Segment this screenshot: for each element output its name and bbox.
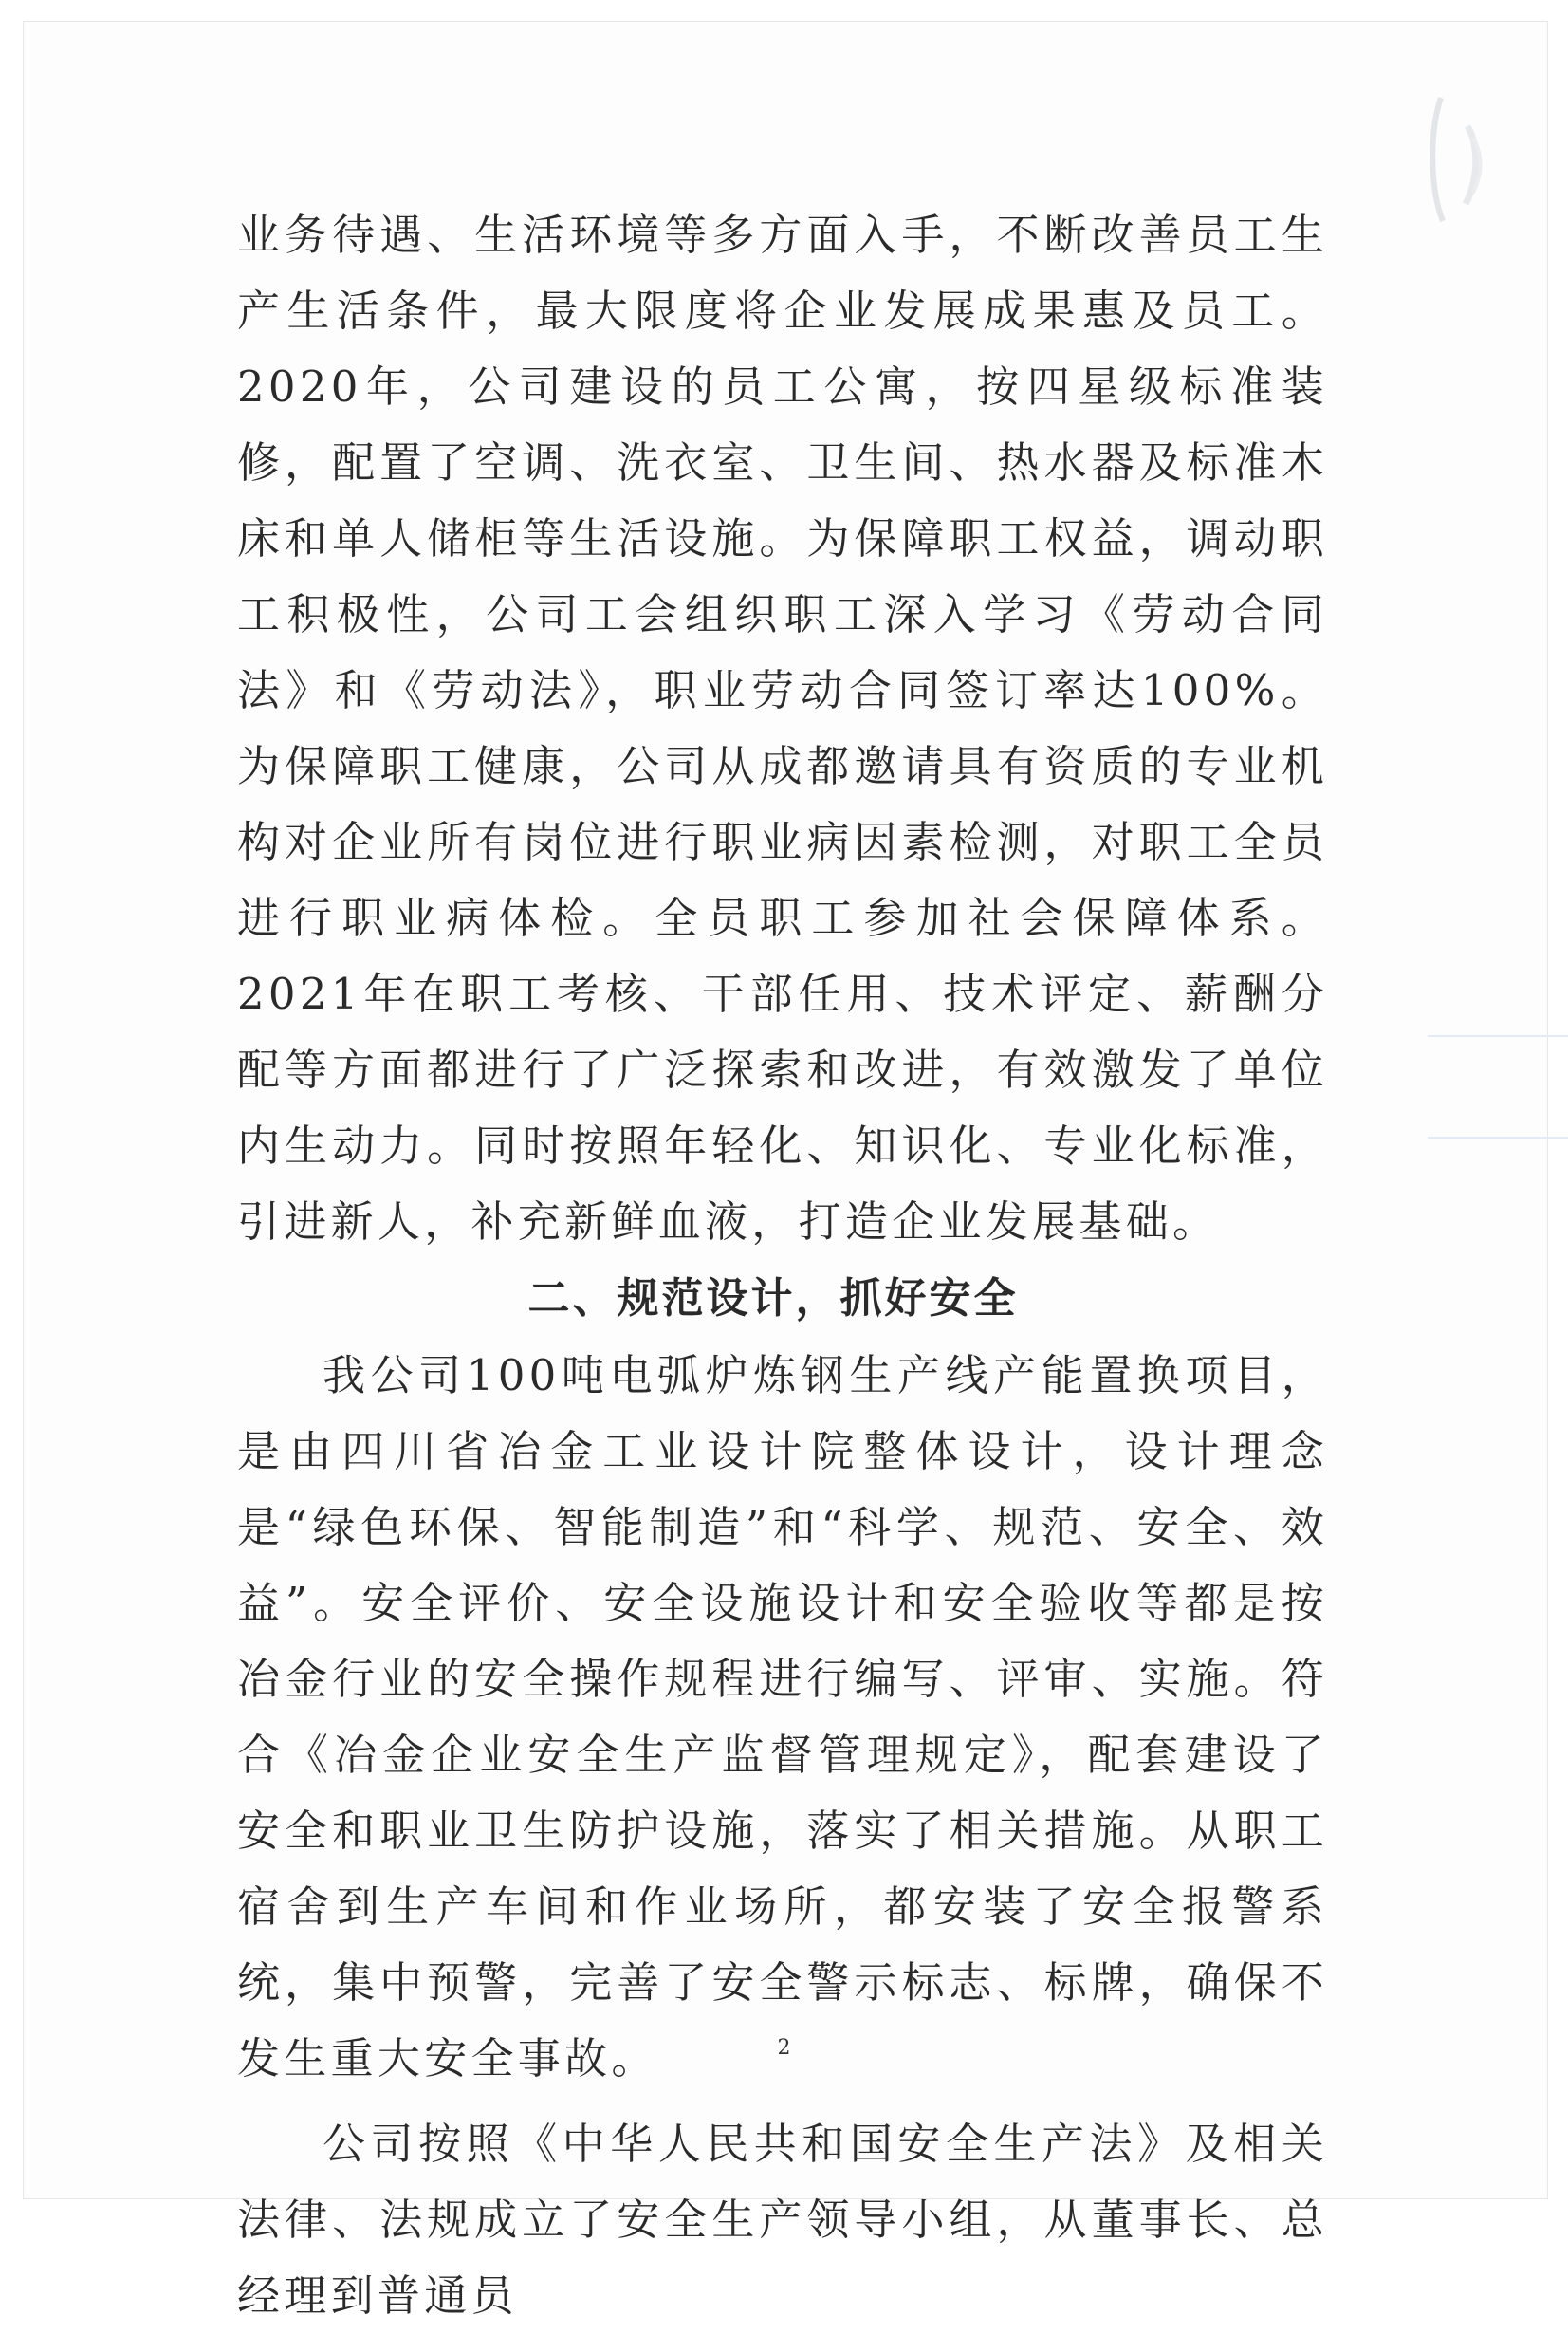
section-heading: 二、规范设计，抓好安全	[527, 1274, 1019, 1323]
document-body	[237, 197, 1328, 2334]
paragraph-spacing	[237, 2097, 1328, 2106]
paragraph-safety-organization: 公司按照《中华人民共和国安全生产法》及相关法律、法规成立了安全生产领导小组，从董事长、总经理到普通员	[237, 2119, 1328, 2321]
paragraph-design-safety: 我公司100吨电弧炉炼钢生产线产能置换项目，是由四川省冶金工业设计院整体设计，设计理念是“绿色环保、智能制造”和“科学、规范、安全、效益”。安全评价、安全设施设计和安全验收等都是按冶金行业的安全操作规程进行编写、评审、实施。符合《冶金企业安全生产监督管理规定》，配套建设了安全和职业卫生防护设施，落实了相关措施。从职工宿舍到生产车间和作业场所，都安装了安全报警系统，集中预警，完善了安全警示标志、标牌，确保不发生重大安全事故。	[237, 1350, 1328, 2084]
page-number: 2	[777, 2036, 791, 2060]
bleed-through-mark-icon	[1424, 88, 1490, 231]
bleed-through-line	[1428, 1137, 1568, 1139]
paragraph-employee-welfare: 业务待遇、生活环境等多方面入手，不断改善员工生产生活条件，最大限度将企业发展成果惠及员工。2020年，公司建设的员工公寓，按四星级标准装修，配置了空调、洗衣室、卫生间、热水器及标准木床和单人储柜等生活设施。为保障职工权益，调动职工积极性，公司工会组织职工深入学习《劳动合同法》和《劳动法》，职业劳动合同签订率达100%。为保障职工健康，公司从成都邀请具有资质的专业机构对企业所有岗位进行职业病因素检测，对职工全员进行职业病体检。全员职工参加社会保障体系。2021年在职工考核、干部任用、技术评定、薪酬分配等方面都进行了广泛探索和改进，有效激发了单位内生动力。同时按照年轻化、知识化、专业化标准，引进新人，补充新鲜血液，打造企业发展基础。	[237, 210, 1328, 1247]
bleed-through-line	[1428, 1035, 1568, 1037]
